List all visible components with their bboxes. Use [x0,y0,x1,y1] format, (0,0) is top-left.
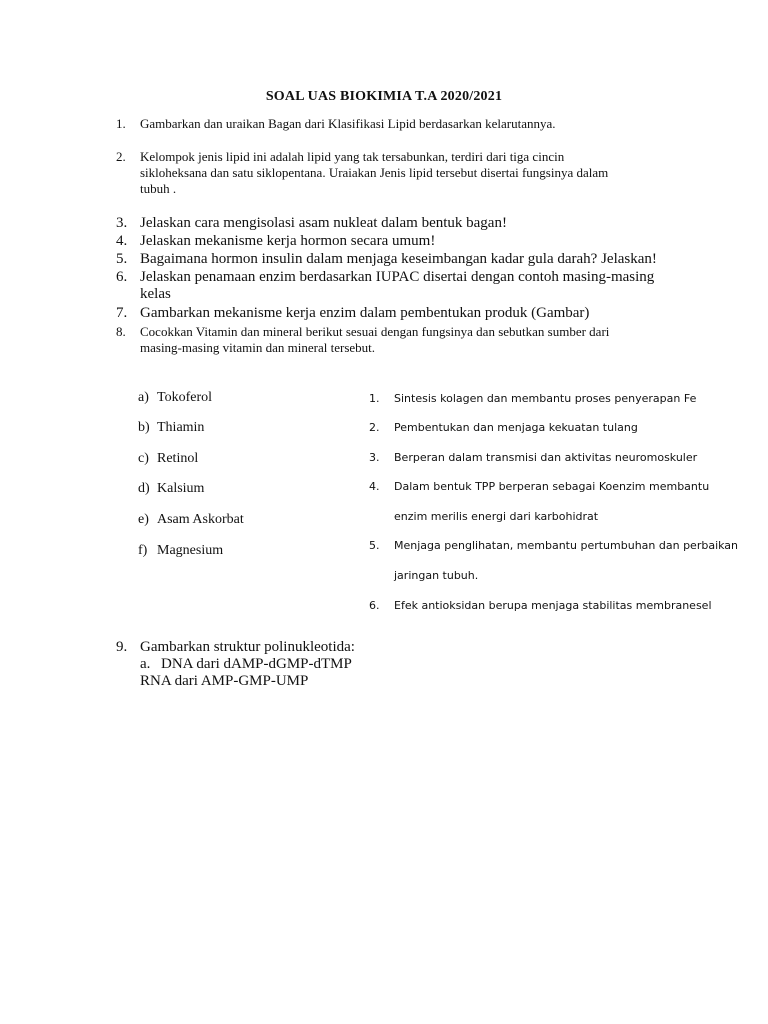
question-8 [116,324,696,356]
question-line: masing-masing vitamin dan mineral tersebut. [140,340,376,355]
vitamin-item [138,451,198,467]
question-text: Gambarkan struktur polinukleotida: [140,639,355,655]
vitamin-item [138,481,204,497]
function-text-continued: jaringan tubuh. [394,569,479,582]
question-text: Jelaskan mekanisme kerja hormon secara umum! [140,233,436,249]
function-text: Efek antioksidan berupa menjaga stabilitas membranesel [394,599,712,612]
vitamin-name: Asam Askorbat [157,512,244,527]
function-text: Berperan dalam transmisi dan aktivitas neuromoskuler [394,451,698,464]
question-line: Cocokkan Vitamin dan mineral berikut sesuai dengan fungsinya dan sebutkan sumber dari [140,324,610,339]
function-number: 3. [369,451,380,464]
vitamin-name: Magnesium [157,543,224,558]
vitamin-name: Tokoferol [157,390,213,405]
question-line: tubuh . [140,181,177,196]
question-4 [116,233,696,250]
question-number: 6. [116,269,128,285]
vitamin-item [138,390,212,406]
question-7 [116,305,696,322]
question-line: Gambarkan dan uraikan Bagan dari Klasifikasi Lipid berdasarkan kelarutannya. [140,116,556,131]
function-item [369,392,696,405]
vitamin-letter: f) [138,543,148,558]
vitamin-letter: c) [138,451,149,466]
vitamin-name: Thiamin [157,420,205,435]
question-number: 8. [116,324,126,339]
function-text: Menjaga penglihatan, membantu pertumbuhan dan perbaikan [394,539,739,552]
question-text [140,149,696,197]
question-line: Kelompok jenis lipid ini adalah lipid yang tak tersabunkan, terdiri dari tiga cincin [140,149,565,164]
function-item [369,480,709,493]
vitamin-letter: d) [138,481,150,496]
function-number: 5. [369,539,380,552]
question-number: 3. [116,215,128,231]
question-line: kelas [140,286,171,302]
question-text [140,269,696,303]
question-9-subitem-b: RNA dari AMP-GMP-UMP [140,673,309,689]
question-number: 1. [116,116,126,131]
question-text [140,116,696,132]
function-item [369,539,738,552]
question-number: 9. [116,639,128,655]
question-number: 7. [116,305,128,321]
question-1 [116,116,696,132]
question-3 [116,215,696,232]
function-item [369,599,712,612]
question-number: 5. [116,251,128,267]
function-text: Pembentukan dan menjaga kekuatan tulang [394,421,638,434]
question-6 [116,269,696,303]
vitamin-name: Kalsium [157,481,205,496]
function-text: Dalam bentuk TPP berperan sebagai Koenzim membantu [394,480,710,493]
function-number: 2. [369,421,380,434]
vitamin-letter: b) [138,420,150,435]
question-number: 2. [116,149,126,164]
question-text: Gambarkan mekanisme kerja enzim dalam pembentukan produk (Gambar) [140,305,590,321]
question-9-subitem-a [140,656,352,673]
question-line: Jelaskan penamaan enzim berdasarkan IUPAC disertai dengan contoh masing-masing [140,269,655,285]
question-5 [116,251,696,268]
question-2 [116,149,696,197]
question-text: Bagaimana hormon insulin dalam menjaga keseimbangan kadar gula darah? Jelaskan! [140,251,657,267]
question-text [140,324,696,356]
subitem-text: DNA dari dAMP-dGMP-dTMP [161,656,352,672]
vitamin-item [138,543,223,559]
question-number: 4. [116,233,128,249]
question-line: sikloheksana dan satu siklopentana. Uraiakan Jenis lipid tersebut disertai fungsinya dalam [140,165,609,180]
vitamin-item [138,420,204,436]
function-item [369,451,697,464]
vitamin-name: Retinol [157,451,199,466]
function-text-continued: enzim merilis energi dari karbohidrat [394,510,599,523]
function-number: 1. [369,392,380,405]
subitem-label: a. [140,656,151,672]
question-9 [116,639,355,656]
function-number: 4. [369,480,380,493]
function-number: 6. [369,599,380,612]
question-text: Jelaskan cara mengisolasi asam nukleat dalam bentuk bagan! [140,215,507,231]
vitamin-item [138,512,244,528]
vitamin-letter: e) [138,512,149,527]
function-text: Sintesis kolagen dan membantu proses penyerapan Fe [394,392,697,405]
function-item [369,421,638,434]
vitamin-letter: a) [138,390,149,405]
page-title: SOAL UAS BIOKIMIA T.A 2020/2021 [265,89,503,104]
